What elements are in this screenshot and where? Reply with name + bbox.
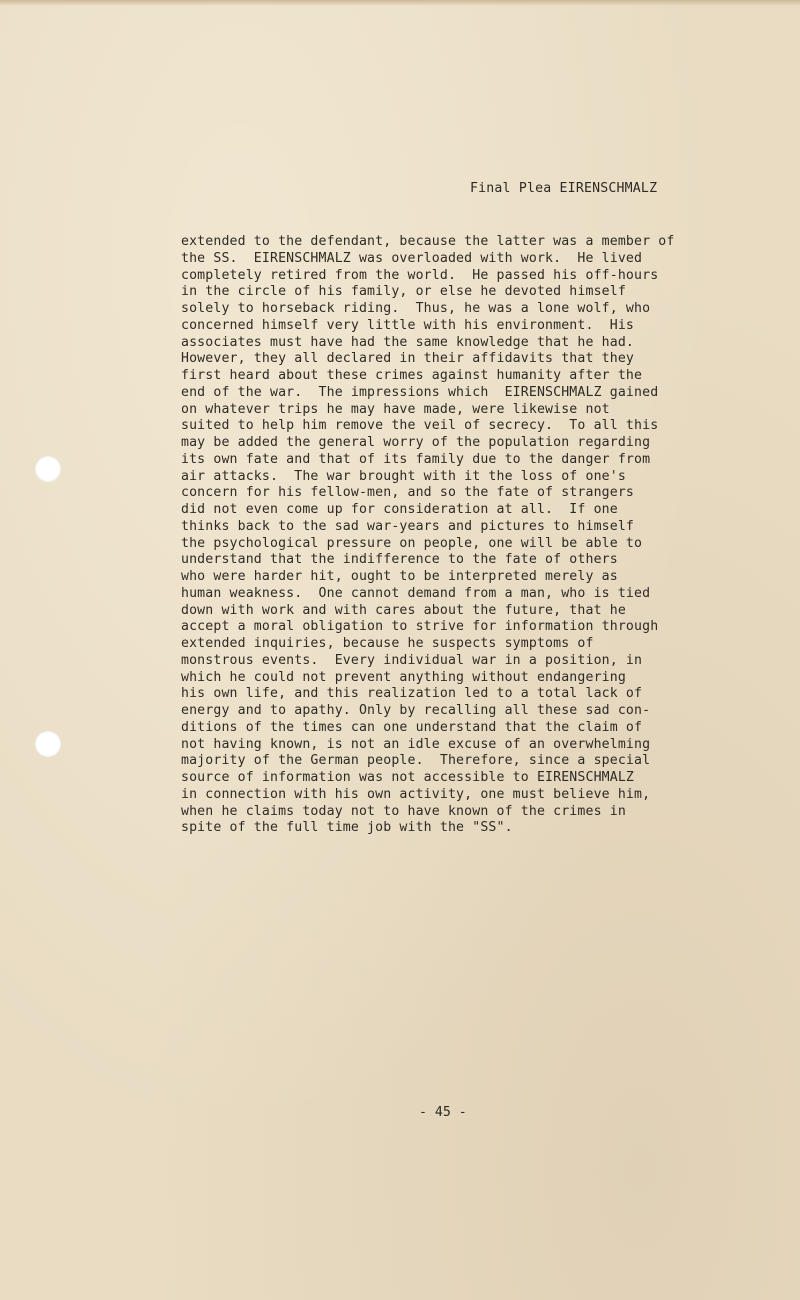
body-line: the psychological pressure on people, one will be able to [181, 535, 643, 551]
body-line: monstrous events. Every individual war in a position, in [181, 652, 643, 668]
body-line: in connection with his own activity, one must believe him, [181, 786, 651, 802]
body-line: majority of the German people. Therefore, since a special [181, 753, 651, 769]
body-line: its own fate and that of its family due to the danger from [181, 451, 651, 467]
body-line: extended inquiries, because he suspects symptoms of [181, 636, 594, 651]
body-line: accept a moral obligation to strive for information through [181, 619, 659, 635]
body-line: ditions of the times can one understand that the claim of [181, 719, 643, 735]
body-line: did not even come up for consideration at all. If one [181, 502, 618, 517]
body-line: his own life, and this realization led to a total lack of [181, 686, 643, 702]
punch-hole-lower [35, 731, 61, 757]
body-line: concern for his fellow-men, and so the fate of strangers [181, 485, 635, 501]
paper-top-edge [0, 0, 800, 6]
body-line: concerned himself very little with his environment. His [181, 317, 635, 333]
body-line: end of the war. The impressions which EIRENSCHMALZ gained [181, 384, 659, 400]
page-number: - 45 - [419, 1105, 467, 1120]
body-line: on whatever trips he may have made, were likewise not [181, 401, 610, 417]
body-line: human weakness. One cannot demand from a man, who is tied [181, 585, 651, 601]
body-line: down with work and with cares about the future, that he [181, 602, 626, 618]
body-line: source of information was not accessible to EIRENSCHMALZ [181, 770, 635, 785]
body-line: understand that the indifference to the fate of others [181, 552, 618, 568]
body-line: suited to help him remove the veil of secrecy. To all this [181, 418, 659, 434]
body-line: when he claims today not to have known of the crimes in [181, 803, 626, 819]
body-line: air attacks. The war brought with it the loss of one's [181, 468, 626, 484]
body-line: However, they all declared in their affidavits that they [181, 351, 635, 367]
body-line: spite of the full time job with the "SS". [181, 820, 513, 836]
body-line: completely retired from the world. He passed his off-hours [181, 267, 659, 283]
body-text [181, 234, 701, 837]
body-line: not having known, is not an idle excuse of an overwhelming [181, 736, 651, 752]
body-line: associates must have had the same knowledge that he had. [181, 334, 635, 350]
body-line: first heard about these crimes against humanity after the [181, 368, 643, 383]
punch-hole-upper [35, 456, 61, 482]
body-line: which he could not prevent anything without endangering [181, 669, 626, 685]
body-line: extended to the defendant, because the latter was a member of [181, 234, 675, 249]
body-line: the SS. EIRENSCHMALZ was overloaded with work. He lived [181, 250, 643, 266]
running-header: Final Plea EIRENSCHMALZ [470, 181, 658, 196]
body-line: may be added the general worry of the population regarding [181, 435, 651, 450]
body-line: energy and to apathy. Only by recalling all these sad con- [181, 703, 651, 718]
body-line: in the circle of his family, or else he devoted himself [181, 284, 626, 300]
body-line: solely to horseback riding. Thus, he was a lone wolf, who [181, 301, 651, 316]
body-line: thinks back to the sad war-years and pictures to himself [181, 518, 635, 534]
body-line: who were harder hit, ought to be interpreted merely as [181, 569, 618, 584]
